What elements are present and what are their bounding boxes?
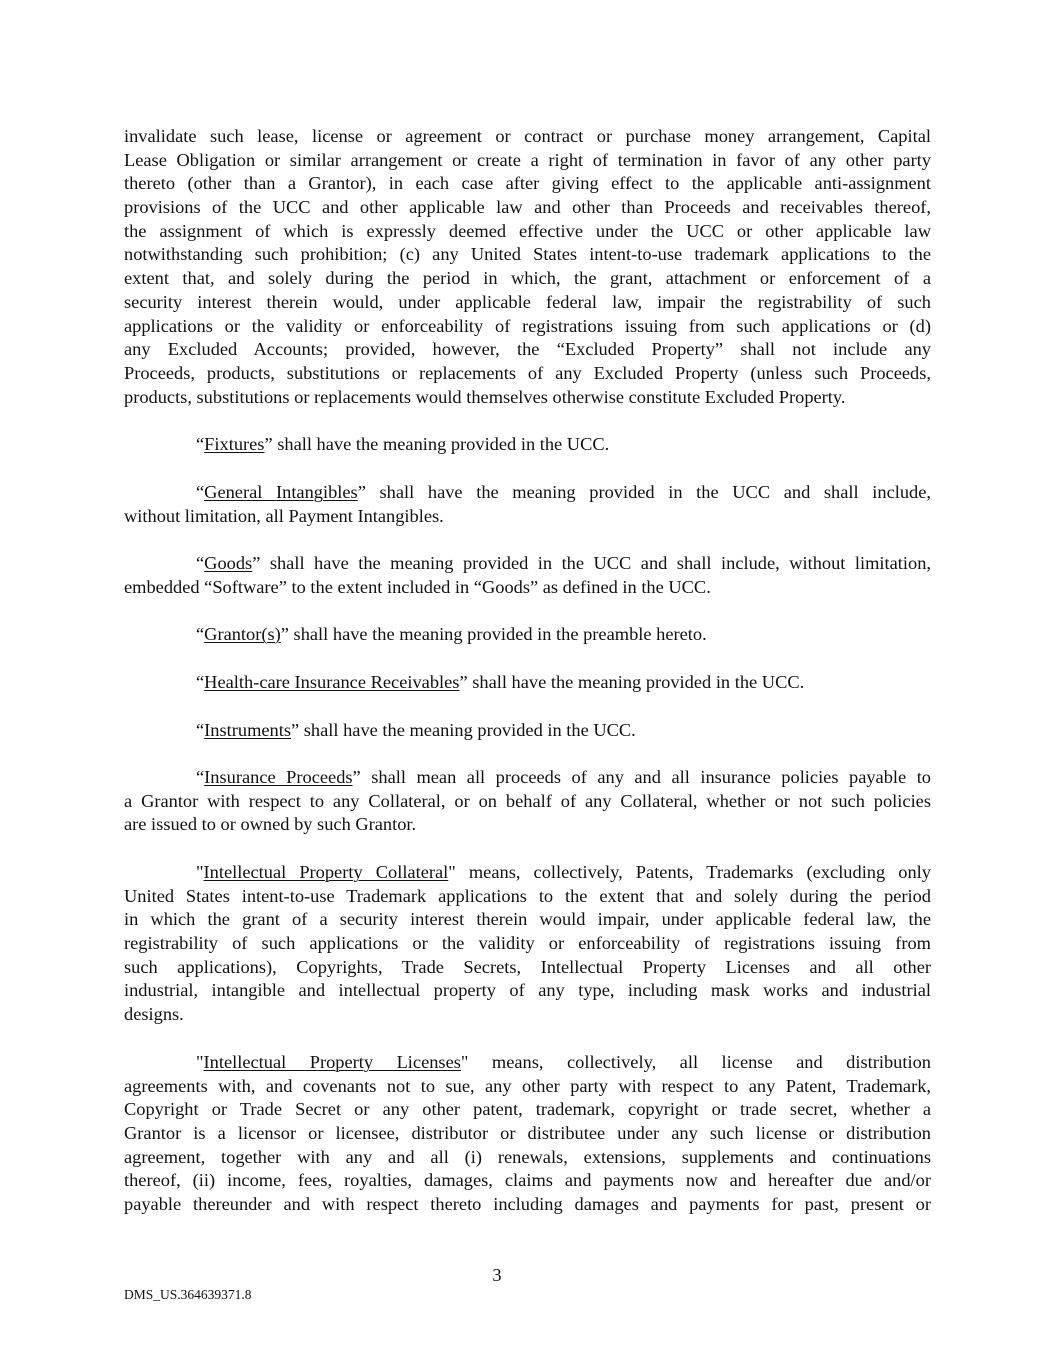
text-line: Copyright or Trade Secret or any other patent, trademark, copyright or trade secret, whether a <box>124 1099 931 1120</box>
text-line: a Grantor with respect to any Collateral, or on behalf of any Collateral, whether or not such policies <box>124 790 931 811</box>
definition-fixtures <box>124 433 931 457</box>
definition-text: ” shall have the meaning provided in the UCC. <box>459 672 805 692</box>
text-line: invalidate such lease, license or agreement or contract or purchase money arrangement, Capital <box>124 126 931 146</box>
definition-general-intangibles <box>124 481 931 528</box>
text-line: Lease Obligation or similar arrangement or create a right of termination in favor of any other party <box>124 149 931 170</box>
text-line: registrability of such applications or the validity or enforceability of registrations issuing from <box>124 933 931 954</box>
text-line: products, substitutions or replacements would themselves otherwise constitute Excluded Property. <box>124 386 846 407</box>
definition-goods <box>124 552 931 599</box>
text-line <box>124 671 931 695</box>
defined-term: Intellectual Property Licenses <box>203 1052 461 1072</box>
text-line: extent that, and solely during the period in which, the grant, attachment or enforcement of a <box>124 268 931 289</box>
definition-text: ” shall have the meaning provided in the UCC. <box>291 720 636 740</box>
text-line: agreement, together with any and all (i) renewals, extensions, supplements and continuations <box>124 1146 931 1167</box>
definition-text: " means, collectively, Patents, Trademarks (excluding only <box>448 862 931 882</box>
definition-text: ” shall have the meaning provided in the preamble hereto. <box>280 624 707 644</box>
text-line: such applications), Copyrights, Trade Secrets, Intellectual Property Licenses and all other <box>124 956 931 977</box>
defined-term: Instruments <box>204 720 292 740</box>
text-line: security interest therein would, under applicable federal law, impair the registrability of such <box>124 291 931 312</box>
open-quote: " <box>196 862 204 882</box>
text-line: provisions of the UCC and other applicable law and other than Proceeds and receivables thereof, <box>124 197 931 218</box>
open-quote: “ <box>196 720 205 740</box>
definition-text: ” shall have the meaning provided in the UCC and shall include, without limitation, <box>252 553 931 573</box>
text-line: are issued to or owned by such Grantor. <box>124 814 417 835</box>
open-quote: “ <box>196 672 205 692</box>
text-line: thereof, (ii) income, fees, royalties, damages, claims and payments now and hereafter due and/or <box>124 1170 931 1191</box>
open-quote: “ <box>196 434 205 454</box>
definition-text: ” shall have the meaning provided in the UCC and shall include, <box>357 482 931 502</box>
definition-insurance-proceeds <box>124 766 931 837</box>
text-line <box>124 481 931 505</box>
text-line: embedded “Software” to the extent included in “Goods” as defined in the UCC. <box>124 576 711 597</box>
text-line: Proceeds, products, substitutions or replacements of any Excluded Property (unless such Proceeds, <box>124 362 931 383</box>
text-line: industrial, intangible and intellectual property of any type, including mask works and industrial <box>124 980 931 1001</box>
open-quote: “ <box>196 624 205 644</box>
defined-term: Grantor(s) <box>204 624 281 644</box>
text-line: Grantor is a licensor or licensee, distributor or distributee under any such license or distribution <box>124 1123 931 1144</box>
text-line: in which the grant of a security interest therein would impair, under applicable federal law, the <box>124 909 931 930</box>
defined-term: Intellectual Property Collateral <box>203 862 449 882</box>
text-line <box>124 623 931 647</box>
open-quote: “ <box>196 553 205 573</box>
definition-grantors <box>124 623 931 647</box>
open-quote: “ <box>196 767 205 787</box>
text-line: the assignment of which is expressly deemed effective under the UCC or other applicable law <box>124 220 931 241</box>
definition-text: ” shall mean all proceeds of any and all insurance policies payable to <box>352 767 931 787</box>
text-line <box>124 766 931 790</box>
text-line <box>124 552 931 576</box>
text-line <box>124 1051 931 1075</box>
text-line <box>124 719 931 743</box>
page-number: 3 <box>492 1265 502 1285</box>
paragraph-excluded-property-continuation <box>124 125 931 409</box>
open-quote: " <box>196 1052 204 1072</box>
text-line: without limitation, all Payment Intangibles. <box>124 505 444 526</box>
definition-instruments <box>124 719 931 743</box>
definition-healthcare-receivables <box>124 671 931 695</box>
defined-term: Insurance Proceeds <box>204 767 353 787</box>
text-line <box>124 861 931 885</box>
text-line: applications or the validity or enforceability of registrations issuing from such applications or (d) <box>124 315 931 336</box>
document-id-footer: DMS_US.364639371.8 <box>124 1287 252 1302</box>
defined-term: Fixtures <box>204 434 265 454</box>
text-line <box>124 433 931 457</box>
text-line: any Excluded Accounts; provided, however, the “Excluded Property” shall not include any <box>124 339 931 360</box>
definition-text: ” shall have the meaning provided in the UCC. <box>264 434 610 454</box>
defined-term: General Intangibles <box>204 482 358 502</box>
text-line: thereto (other than a Grantor), in each case after giving effect to the applicable anti-assignment <box>124 173 931 194</box>
definition-ip-collateral <box>124 861 931 1027</box>
text-line: notwithstanding such prohibition; (c) any United States intent-to-use trademark applications to the <box>124 244 931 265</box>
text-line: designs. <box>124 1004 184 1025</box>
text-line: United States intent-to-use Trademark applications to the extent that and solely during the period <box>124 885 931 906</box>
definition-ip-licenses <box>124 1051 931 1217</box>
text-line: agreements with, and covenants not to sue, any other party with respect to any Patent, Trademark, <box>124 1075 931 1096</box>
open-quote: “ <box>196 482 205 502</box>
text-line: payable thereunder and with respect thereto including damages and payments for past, present or <box>124 1194 931 1215</box>
defined-term: Health-care Insurance Receivables <box>204 672 460 692</box>
defined-term: Goods <box>204 553 253 573</box>
definition-text: " means, collectively, all license and distribution <box>460 1052 931 1072</box>
